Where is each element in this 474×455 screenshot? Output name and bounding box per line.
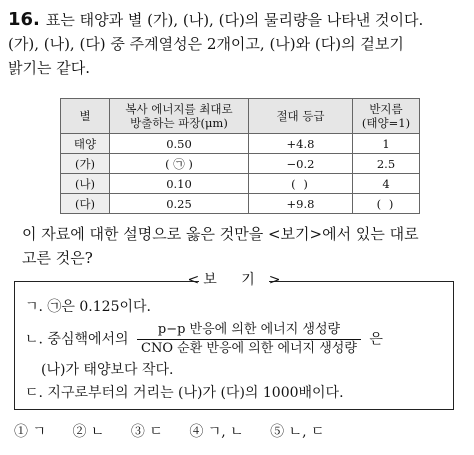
prompt-line-2: 고른 것은? (22, 249, 93, 267)
cell-radius: 4 (353, 174, 420, 194)
header-wavelength (110, 99, 249, 134)
bogi-title-text: 보 기 (199, 272, 269, 288)
question-line-2: (가), (나), (다) 중 주계열성은 2개이고, (나)와 (다)의 겉보기 (8, 35, 404, 53)
star-data-table (60, 98, 420, 214)
cell-magnitude: +9.8 (249, 194, 353, 214)
bogi-item-2-prefix: ㄴ. 중심핵에서의 (25, 331, 129, 348)
table-row (61, 134, 420, 154)
choice-3[interactable]: ③ ㄷ (130, 424, 163, 440)
fraction-numerator: p−p 반응에 의한 에너지 생성량 (157, 322, 341, 337)
table-row (61, 174, 420, 194)
header-radius (353, 99, 420, 134)
bogi-item-2-continued: (나)가 태양보다 작다. (41, 362, 174, 378)
cell-star: (나) (61, 174, 110, 194)
header-wavelength-line-2: 방출하는 파장(μm) (130, 116, 228, 130)
table-row (61, 154, 420, 174)
question-line-1 (8, 8, 468, 32)
cell-radius: 1 (353, 134, 420, 154)
choice-5[interactable]: ⑤ ㄴ, ㄷ (270, 424, 325, 440)
cell-magnitude: ( ) (249, 174, 353, 194)
bogi-item-1: ㄱ. ㉠은 0.125이다. (25, 299, 151, 315)
cell-star: 태양 (61, 134, 110, 154)
fraction-bar (137, 339, 361, 340)
bogi-item-3: ㄷ. 지구로부터의 거리는 (나)가 (다)의 1000배이다. (25, 385, 344, 401)
header-absolute-magnitude: 절대 등급 (249, 99, 353, 134)
cell-magnitude: +4.8 (249, 134, 353, 154)
bogi-box (14, 272, 454, 410)
header-wavelength-line-1: 복사 에너지를 최대로 (125, 102, 233, 116)
question-line-3: 밝기는 같다. (8, 59, 90, 77)
header-radius-line-1: 반지름 (369, 102, 403, 116)
cell-star: (다) (61, 194, 110, 214)
fraction-denominator: CNO 순환 반응에 의한 에너지 생성량 (141, 341, 357, 356)
bogi-item-2-suffix: 은 (369, 331, 383, 348)
cell-star: (가) (61, 154, 110, 174)
cell-radius: 2.5 (353, 154, 420, 174)
question-stem (8, 8, 468, 80)
choice-2[interactable]: ② ㄴ (72, 424, 105, 440)
question-text-1: 표는 태양과 별 (가), (나), (다)의 물리량을 나타낸 것이다. (45, 11, 424, 29)
cell-wavelength: 0.10 (110, 174, 249, 194)
answer-choices (14, 423, 347, 441)
cell-wavelength: 0.25 (110, 194, 249, 214)
bogi-title: < 보 기 > (187, 272, 281, 288)
cell-radius: ( ) (353, 194, 420, 214)
bogi-item-2 (25, 322, 383, 357)
header-radius-line-2: (태양=1) (361, 116, 411, 130)
energy-ratio-fraction (137, 322, 361, 357)
cell-wavelength: 0.50 (110, 134, 249, 154)
table-row (61, 194, 420, 214)
cell-wavelength: ( ㉠ ) (110, 154, 249, 174)
choice-1[interactable]: ① ㄱ (14, 424, 46, 440)
cell-magnitude: −0.2 (249, 154, 353, 174)
header-star: 별 (61, 99, 110, 134)
question-prompt (22, 222, 462, 270)
table-header-row (61, 99, 420, 134)
prompt-line-1: 이 자료에 대한 설명으로 옳은 것만을 <보기>에서 있는 대로 (22, 225, 419, 243)
choice-4[interactable]: ④ ㄱ, ㄴ (189, 424, 244, 440)
question-number: 16. (8, 9, 40, 30)
